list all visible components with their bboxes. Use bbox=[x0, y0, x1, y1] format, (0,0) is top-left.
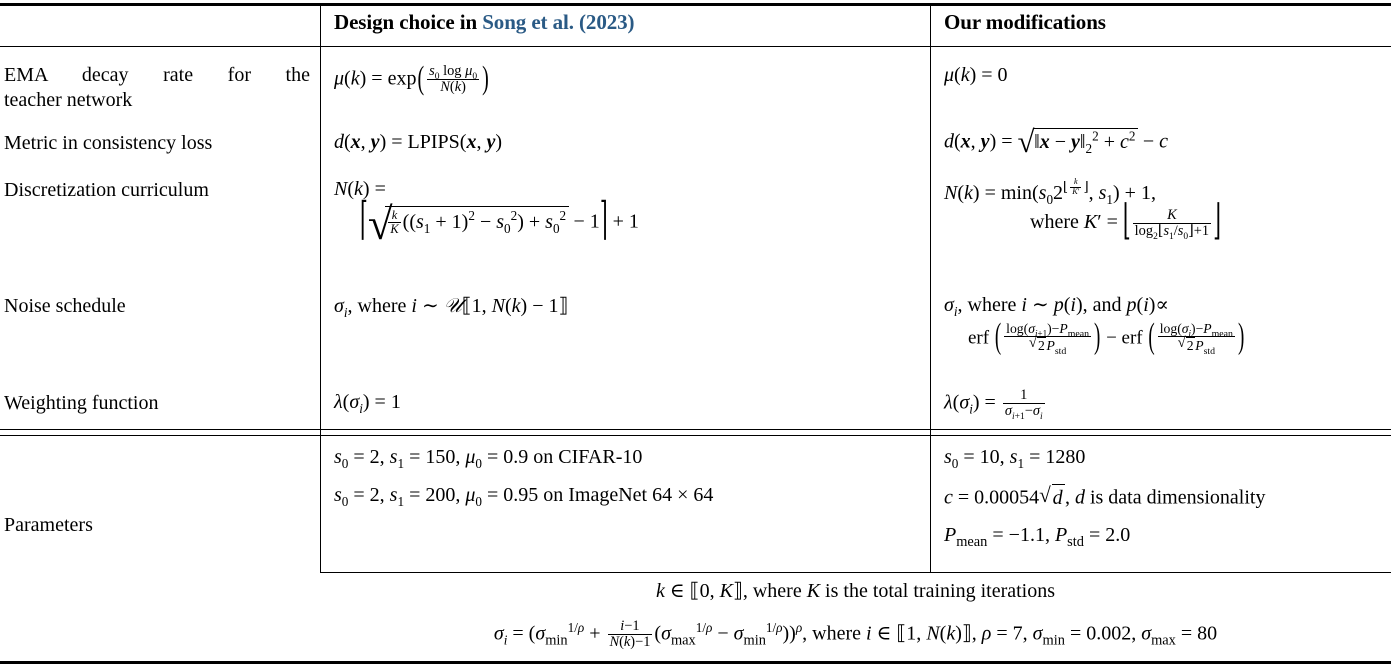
params-song-line-1: $s_0 = 2$, $s_1 = 150$, $\mu_0 = 0.9$ on CIFAR-10 bbox=[334, 446, 643, 471]
params-shared-line-2: $\sigma_i = (\sigma_{min}^{1/\rho}$ + $\frac{i-1}{N(k)-1}$ $(\sigma_{max}^{1/\rho} - \sigma_{min}^{1/\rho}))^\rho$, where i ∈ ⟦1, N(k)⟧, ρ = 7, $\sigma_{min} = 0.002$, $\sigma_{max} = 80$ bbox=[493, 618, 1218, 651]
row-song-metric: d(x, y) = LPIPS(x, y) bbox=[334, 131, 502, 153]
header-col2-citation-link[interactable]: Song et al. (2023) bbox=[482, 10, 635, 34]
rule-above-params-a bbox=[0, 429, 1391, 430]
row-ours-noise-schedule-line2: erf ( $\log(\sigma_{i+1})-P_{mean}$ √ 2 $P_{std}$ ) − erf ( $\log(\sigma_i)-P_{mean}$ √ 2 $P_{std}$ ) bbox=[968, 322, 1245, 354]
header-col2-prefix: Design choice in bbox=[334, 10, 483, 34]
row-ours-noise-schedule-line1: $\sigma_i$, where i ∼ p(i), and p(i)∝ bbox=[944, 294, 1169, 319]
rule-top-thick bbox=[0, 3, 1391, 6]
header-col3: Our modifications bbox=[944, 10, 1106, 34]
vrule-col2-col3 bbox=[930, 6, 931, 572]
row-label-ema-decay-2: teacher network bbox=[4, 89, 133, 111]
row-song-noise-schedule: $\sigma_i$, where i ∼ 𝒰⟦1, N(k) − 1⟧ bbox=[334, 293, 569, 320]
row-label-noise-schedule: Noise schedule bbox=[4, 295, 126, 317]
row-label-ema-decay: EMA decay rate for the bbox=[4, 64, 310, 86]
row-ours-discretization-line1: $N(k) = \min(s_02^{⌊ \frac{k}{K'} ⌋}$, $s_1) + 1$, bbox=[944, 177, 1156, 207]
rule-above-params-b bbox=[0, 435, 1391, 436]
params-ours-line-3: $P_{mean} = -1.1$, $P_{std} = 2.0$ bbox=[944, 524, 1131, 550]
rule-under-header bbox=[0, 46, 1391, 47]
row-ours-ema-decay: μ(k) = 0 bbox=[944, 64, 1008, 86]
row-ours-weighting: $\lambda(\sigma_i)$ = $\frac{1}{\sigma_{i+1}-\sigma_i}$ bbox=[944, 387, 1043, 422]
row-label-metric: Metric in consistency loss bbox=[4, 132, 213, 154]
row-song-discretization-line1: N(k) = bbox=[334, 178, 386, 200]
row-song-discretization-line2: ⌈ √ $\frac{k}{K}$ $((s_1 + 1)^2 - s_0^2) + s_0^2$ − 1⌉ + 1 bbox=[360, 206, 639, 236]
params-ours-line-1: $s_0 = 10$, $s_1 = 1280$ bbox=[944, 446, 1086, 471]
row-label-parameters: Parameters bbox=[4, 514, 93, 536]
row-ours-discretization-line2: where K′ = ⌊ $\frac{K}{\log_2⌊s_1/s_0⌋+1}$ ⌋ bbox=[1030, 198, 1221, 245]
row-ours-metric: d(x, y) = √ ‖x − $y‖_2^2 + c^2 - c$ bbox=[944, 128, 1387, 154]
row-label-weighting: Weighting function bbox=[4, 392, 159, 414]
rule-bottom-thick bbox=[0, 661, 1391, 664]
params-song-line-2: $s_0 = 2$, $s_1 = 200$, $\mu_0 = 0.95$ on ImageNet 64 × 64 bbox=[334, 484, 714, 509]
params-shared-line-1: k ∈ ⟦0, K⟧, where K is the total training iterations bbox=[655, 580, 1055, 602]
rule-params-shared-split bbox=[320, 572, 1391, 573]
row-song-ema-decay: μ(k) = exp( $\frac{s_0 \log \mu_0}{N(k)}$ ) bbox=[334, 60, 489, 97]
vrule-col1-col2 bbox=[320, 6, 321, 572]
header-col2 bbox=[334, 10, 924, 35]
row-label-discretization: Discretization curriculum bbox=[4, 179, 209, 201]
row-song-weighting: $\lambda(\sigma_i) = 1$ bbox=[334, 391, 401, 416]
params-ours-line-2: c = 0.00054 √ d , d is data dimensionality bbox=[944, 484, 1387, 510]
